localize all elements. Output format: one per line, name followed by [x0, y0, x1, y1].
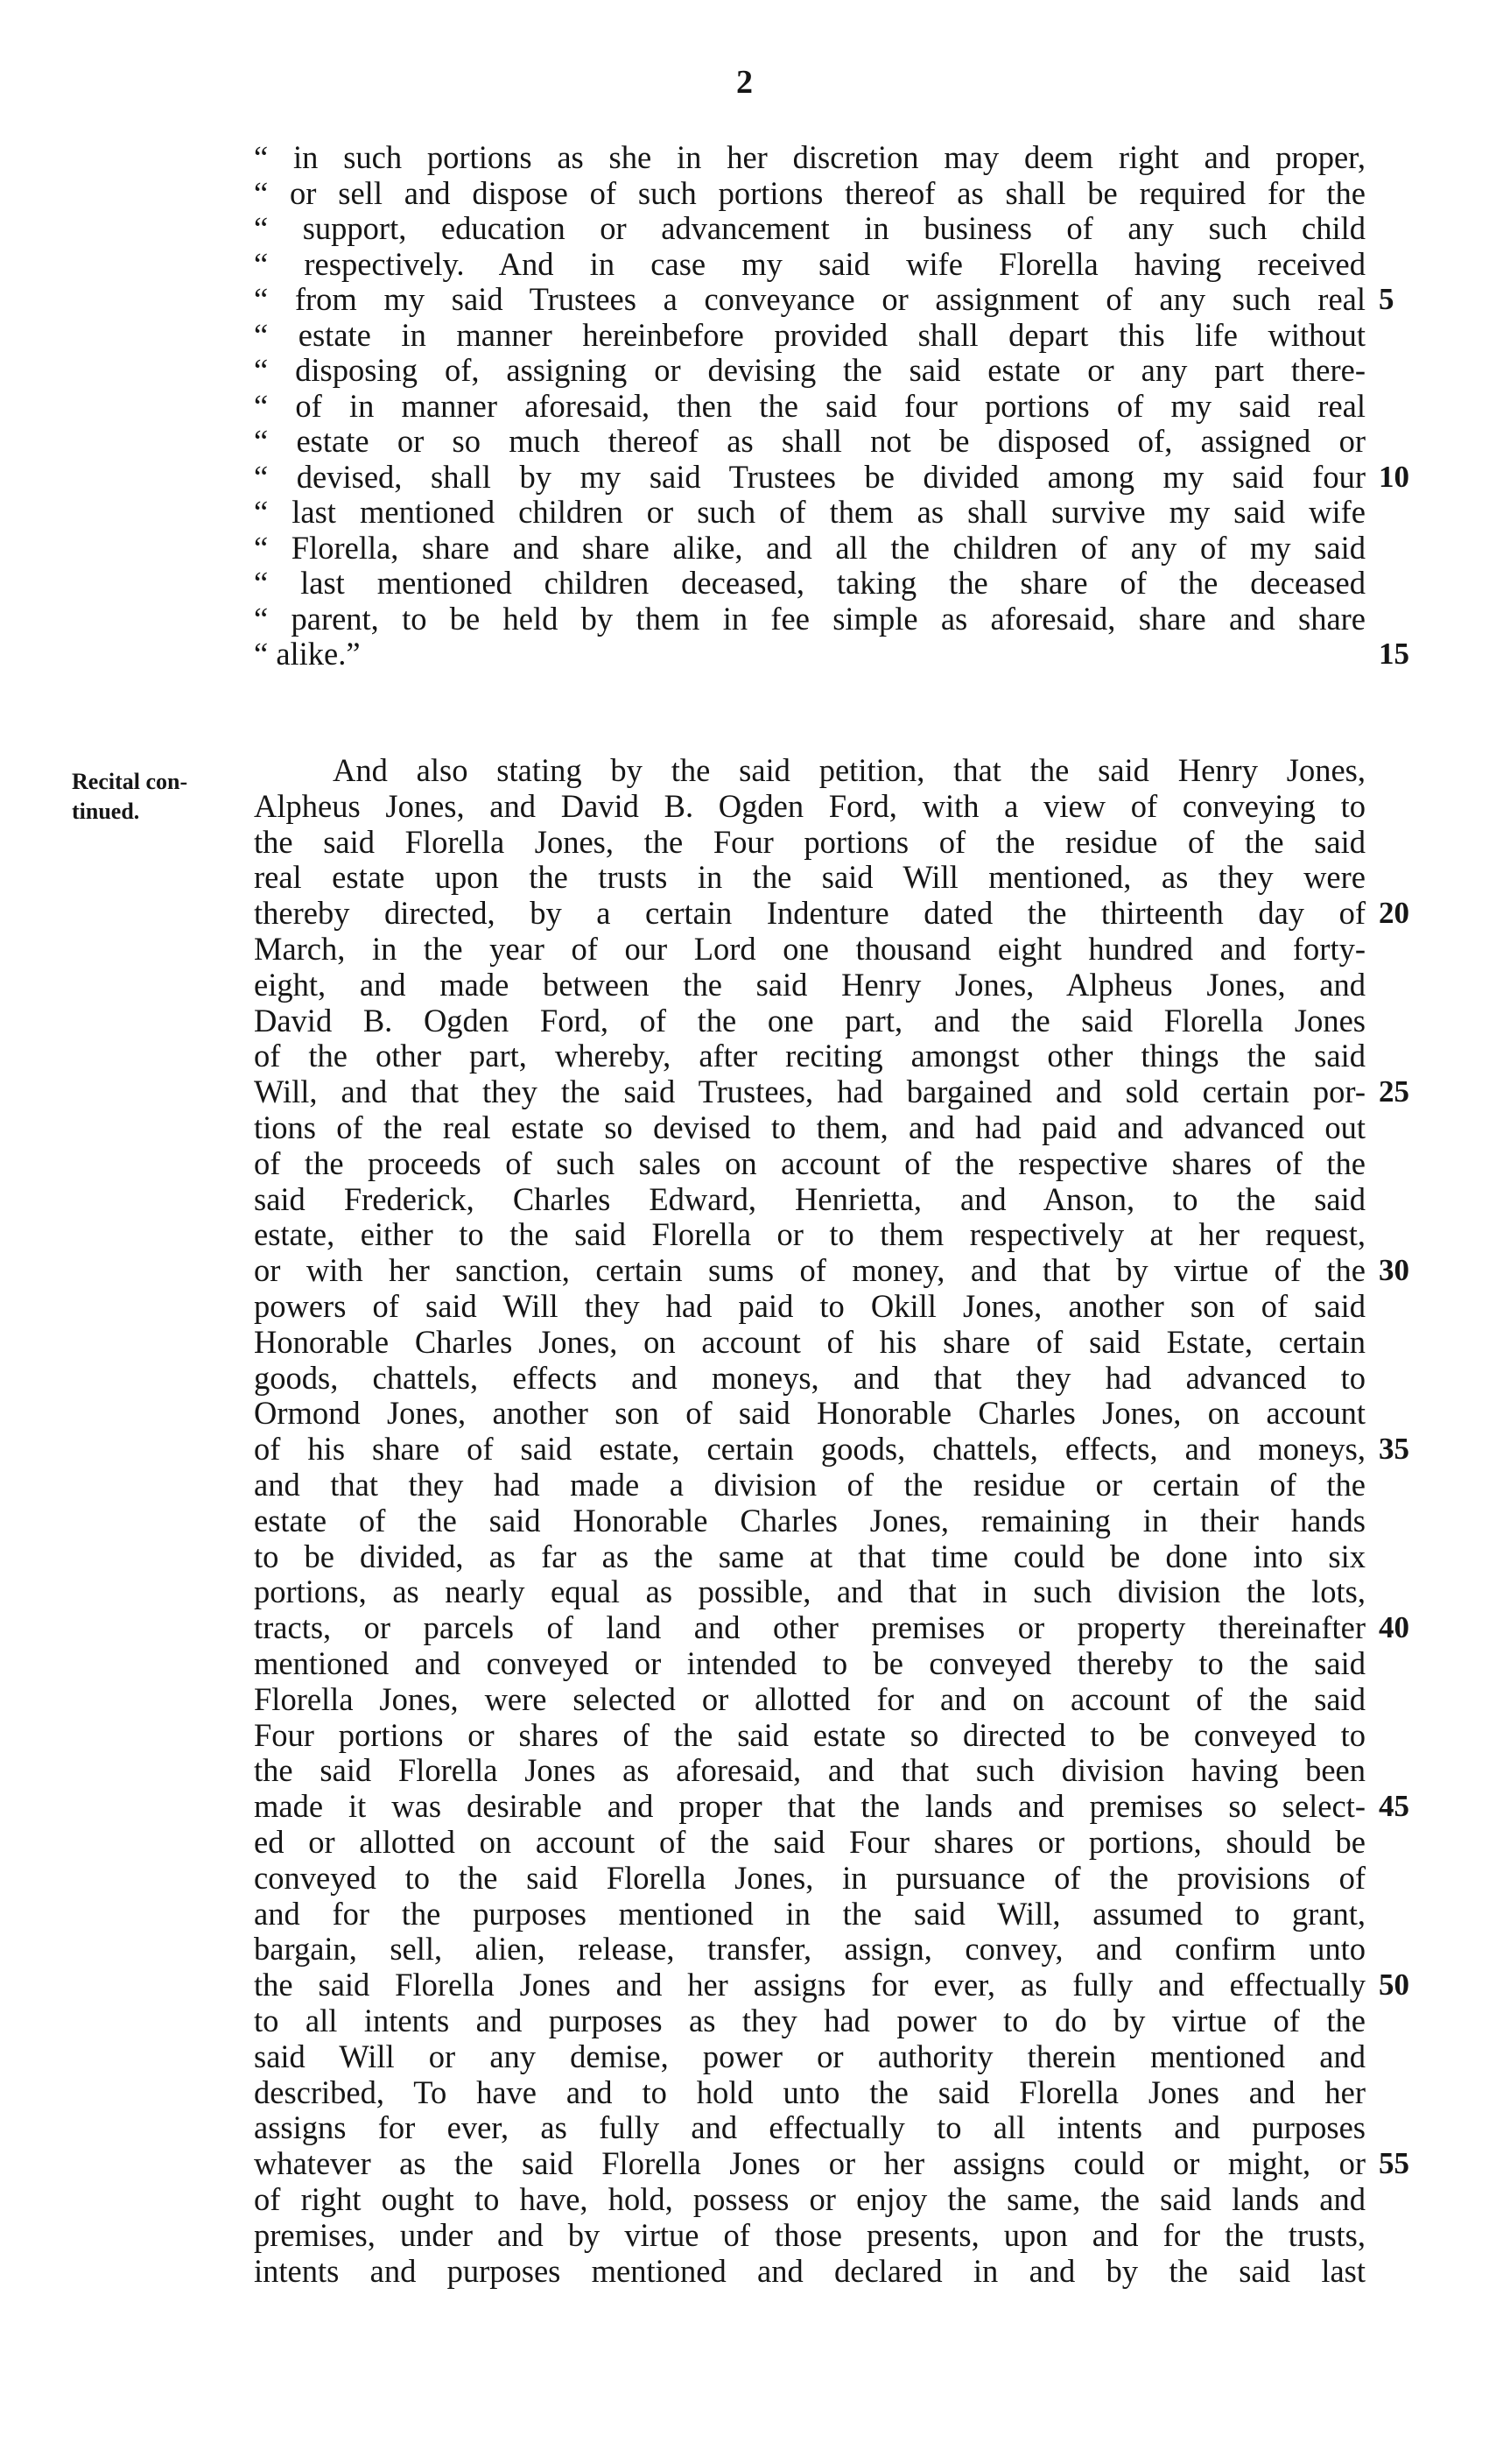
text-line: the said Florella Jones and her assigns for ever, as fully and effectually	[254, 1967, 1366, 2003]
text-line: thereby directed, by a certain Indenture dated the thirteenth day of	[254, 895, 1366, 932]
text-line: ed or allotted on account of the said Four shares or portions, should be	[254, 1824, 1366, 1860]
line-number: 45	[1379, 1789, 1409, 1824]
text-line: real estate upon the trusts in the said Will mentioned, as they were	[254, 859, 1366, 896]
text-line: and that they had made a division of the residue or certain of the	[254, 1467, 1366, 1503]
text-line: assigns for ever, as fully and effectually to all intents and purposes	[254, 2109, 1366, 2146]
text-line: or with her sanction, certain sums of money, and that by virtue of the	[254, 1252, 1366, 1289]
text-line: to all intents and purposes as they had power to do by virtue of the	[254, 2003, 1366, 2038]
text-line: Alpheus Jones, and David B. Ogden Ford, with a view of conveying to	[254, 787, 1366, 824]
text-line: “ last mentioned children deceased, taking the share of the deceased	[254, 565, 1366, 601]
text-line: the said Florella Jones as aforesaid, and that such division having been	[254, 1752, 1366, 1789]
text-line: tions of the real estate so devised to them, and had paid and advanced out	[254, 1109, 1366, 1145]
text-line: “ of in manner aforesaid, then the said four portions of my said real	[254, 387, 1366, 424]
margin-note	[72, 767, 247, 827]
text-line: “ or sell and dispose of such portions thereof as shall be required for the	[254, 174, 1366, 211]
line-number: 35	[1379, 1432, 1409, 1467]
text-line: whatever as the said Florella Jones or her assigns could or might, or	[254, 2145, 1366, 2182]
text-line: “ estate in manner hereinbefore provided shall depart this life without	[254, 316, 1366, 353]
text-line: Florella Jones, were selected or allotted for and on account of the said	[254, 1680, 1366, 1717]
text-line: described, To have and to hold unto the said Florella Jones and her	[254, 2073, 1366, 2110]
text-line: intents and purposes mentioned and declared in and by the said last	[254, 2252, 1366, 2289]
page-number: 2	[736, 64, 753, 101]
text-line: powers of said Will they had paid to Okill Jones, another son of said	[254, 1288, 1366, 1324]
text-line: portions, as nearly equal as possible, and that in such division the lots,	[254, 1573, 1366, 1610]
text-line: “ estate or so much thereof as shall not be disposed of, assigned or	[254, 423, 1366, 459]
text-line: conveyed to the said Florella Jones, in pursuance of the provisions of	[254, 1859, 1366, 1896]
text-line: “ support, education or advancement in business of any such child	[254, 210, 1366, 246]
text-line: to be divided, as far as the same at that time could be done into six	[254, 1538, 1366, 1574]
text-line: of the other part, whereby, after reciting amongst other things the said	[254, 1038, 1366, 1074]
line-number: 25	[1379, 1074, 1409, 1109]
text-line: March, in the year of our Lord one thousand eight hundred and forty-	[254, 931, 1366, 967]
text-line: “ in such portions as she in her discretion may deem right and proper,	[254, 139, 1366, 175]
text-line: bargain, sell, alien, release, transfer, assign, convey, and confirm unto	[254, 1931, 1366, 1968]
text-line: “ respectively. And in case my said wife Florella having received	[254, 245, 1366, 282]
text-line: Four portions or shares of the said estate so directed to be conveyed to	[254, 1716, 1366, 1753]
text-line: “ disposing of, assigning or devising the said estate or any part there-	[254, 352, 1366, 388]
text-line: “ Florella, share and share alike, and all the children of any of my said	[254, 529, 1366, 566]
text-line: “ devised, shall by my said Trustees be divided among my said four	[254, 458, 1366, 495]
text-line: And also stating by the said petition, that the said Henry Jones,	[333, 752, 1366, 788]
text-line: “ alike.”	[254, 636, 361, 672]
text-line: Will, and that they the said Trustees, had bargained and sold certain por-	[254, 1074, 1366, 1110]
text-line: and for the purposes mentioned in the said Will, assumed to grant,	[254, 1895, 1366, 1932]
text-line: “ parent, to be held by them in fee simple as aforesaid, share and share	[254, 600, 1366, 637]
text-line: estate of the said Honorable Charles Jones, remaining in their hands	[254, 1502, 1366, 1538]
text-line: estate, either to the said Florella or to them respectively at her request,	[254, 1216, 1366, 1253]
text-line: made it was desirable and proper that the lands and premises so select-	[254, 1788, 1366, 1825]
text-line: “ from my said Trustees a conveyance or assignment of any such real	[254, 281, 1366, 317]
text-line: mentioned and conveyed or intended to be conveyed thereby to the said	[254, 1645, 1366, 1681]
text-line: David B. Ogden Ford, of the one part, and the said Florella Jones	[254, 1002, 1366, 1038]
text-line: Honorable Charles Jones, on account of his share of said Estate, certain	[254, 1323, 1366, 1360]
text-line: eight, and made between the said Henry Jones, Alpheus Jones, and	[254, 966, 1366, 1003]
line-number: 15	[1379, 637, 1409, 671]
text-line: “ last mentioned children or such of them as shall survive my said wife	[254, 494, 1366, 530]
text-line: of his share of said estate, certain goods, chattels, effects, and moneys,	[254, 1431, 1366, 1468]
text-line: said Frederick, Charles Edward, Henrietta, and Anson, to the said	[254, 1180, 1366, 1217]
line-number: 40	[1379, 1610, 1409, 1645]
line-number: 10	[1379, 459, 1409, 494]
text-line: Ormond Jones, another son of said Honorable Charles Jones, on account	[254, 1395, 1366, 1432]
text-line: premises, under and by virtue of those presents, upon and for the trusts,	[254, 2216, 1366, 2253]
text-line: of the proceeds of such sales on account of the respective shares of the	[254, 1144, 1366, 1181]
line-number: 55	[1379, 2146, 1409, 2181]
line-number: 20	[1379, 896, 1409, 931]
text-line: tracts, or parcels of land and other premises or property thereinafter	[254, 1609, 1366, 1646]
text-line: of right ought to have, hold, possess or enjoy the same, the said lands and	[254, 2181, 1366, 2217]
line-number: 5	[1379, 282, 1394, 316]
text-line: said Will or any demise, power or authority therein mentioned and	[254, 2038, 1366, 2074]
margin-note-line: Recital con-	[72, 769, 188, 794]
line-number: 30	[1379, 1253, 1409, 1288]
text-line: the said Florella Jones, the Four portions of the residue of the said	[254, 823, 1366, 860]
line-number: 50	[1379, 1968, 1409, 2003]
margin-note-line: tinued.	[72, 799, 140, 824]
text-line: goods, chattels, effects and moneys, and that they had advanced to	[254, 1359, 1366, 1396]
